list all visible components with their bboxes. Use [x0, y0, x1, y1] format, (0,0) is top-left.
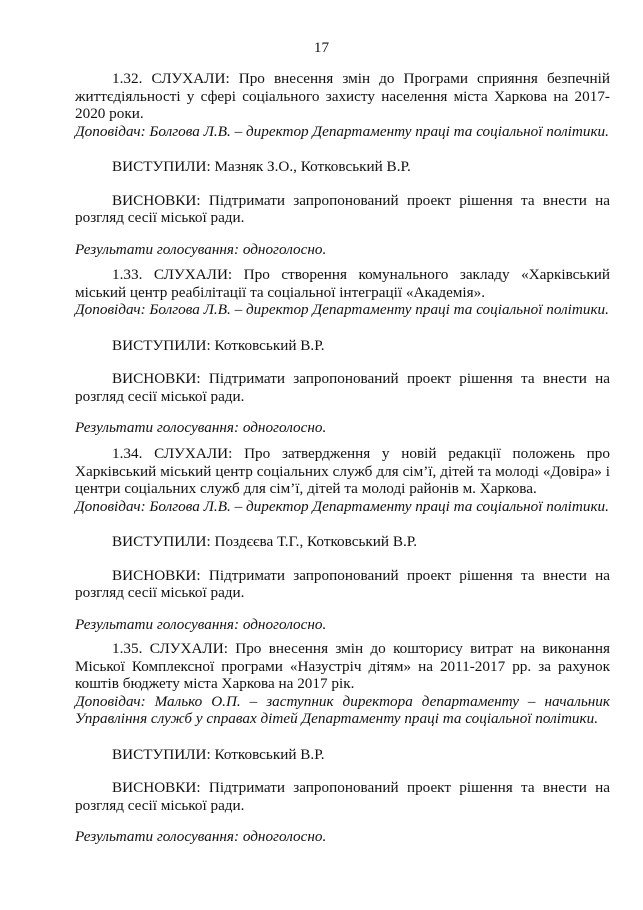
- agenda-item-1-32: [75, 70, 610, 258]
- vote-result-text: Результати голосування: одноголосно.: [75, 828, 327, 845]
- heard-text: 1.32. СЛУХАЛИ: Про внесення змін до Програми сприяння безпечній життєдіяльності у сфері соціального захисту населення міста Харкова на 2017-2020 роки.: [75, 70, 610, 122]
- agenda-item-1-35: [75, 640, 610, 846]
- speaker-text: Доповідач: Малько О.П. – заступник директора департаменту – начальник Управління служб у справах дітей Департаменту праці та соціальної політики.: [75, 692, 610, 727]
- speaker-text: Доповідач: Болгова Л.В. – директор Департаменту праці та соціальної політики.: [75, 122, 609, 140]
- vote-result-text: Результати голосування: одноголосно.: [75, 615, 327, 633]
- heard-text: 1.33. СЛУХАЛИ: Про створення комунального закладу «Харківський міський центр реабілітації та соціальної інтеграції «Академія».: [75, 266, 610, 301]
- agenda-item-1-34: [75, 445, 610, 633]
- heard-text: 1.35. СЛУХАЛИ: Про внесення змін до кошторису витрат на виконання Міської Комплексної програми «Назустріч дітям» на 2011-2017 рр. за рахунок коштів бюджету міста Харкова на 2017 рік.: [75, 640, 610, 692]
- spoke-text: ВИСТУПИЛИ: Котковський В.Р.: [112, 745, 325, 763]
- speaker-text: Доповідач: Болгова Л.В. – директор Департаменту праці та соціальної політики.: [75, 497, 609, 515]
- vote-result-text: Результати голосування: одноголосно.: [75, 240, 327, 258]
- conclusions-text: ВИСНОВКИ: Підтримати запропонований проект рішення та внести на розгляд сесії міської ради.: [75, 566, 610, 601]
- speaker-text: Доповідач: Болгова Л.В. – директор Департаменту праці та соціальної політики.: [75, 301, 609, 318]
- conclusions-text: ВИСНОВКИ: Підтримати запропонований проект рішення та внести на розгляд сесії міської ради.: [75, 191, 610, 226]
- spoke-text: ВИСТУПИЛИ: Поздєєва Т.Г., Котковський В.Р.: [112, 533, 418, 550]
- page-number: 17: [313, 39, 330, 56]
- conclusions-text: ВИСНОВКИ: Підтримати запропонований проект рішення та внести на розгляд сесії міської ради.: [75, 779, 610, 814]
- heard-text: 1.34. СЛУХАЛИ: Про затвердження у новій редакції положень про Харківський міський центр соціальних служб для сім’ї, дітей та молоді «Довіра» і центри соціальних служб для сім’ї, дітей та молоді районів м. Харкова.: [75, 445, 610, 497]
- spoke-text: ВИСТУПИЛИ: Мазняк З.О., Котковський В.Р.: [112, 158, 411, 175]
- vote-result-text: Результати голосування: одноголосно.: [75, 419, 327, 436]
- agenda-item-1-33: [75, 266, 610, 437]
- spoke-text: ВИСТУПИЛИ: Котковський В.Р.: [112, 336, 325, 354]
- conclusions-text: ВИСНОВКИ: Підтримати запропонований проект рішення та внести на розгляд сесії міської ради.: [75, 370, 610, 405]
